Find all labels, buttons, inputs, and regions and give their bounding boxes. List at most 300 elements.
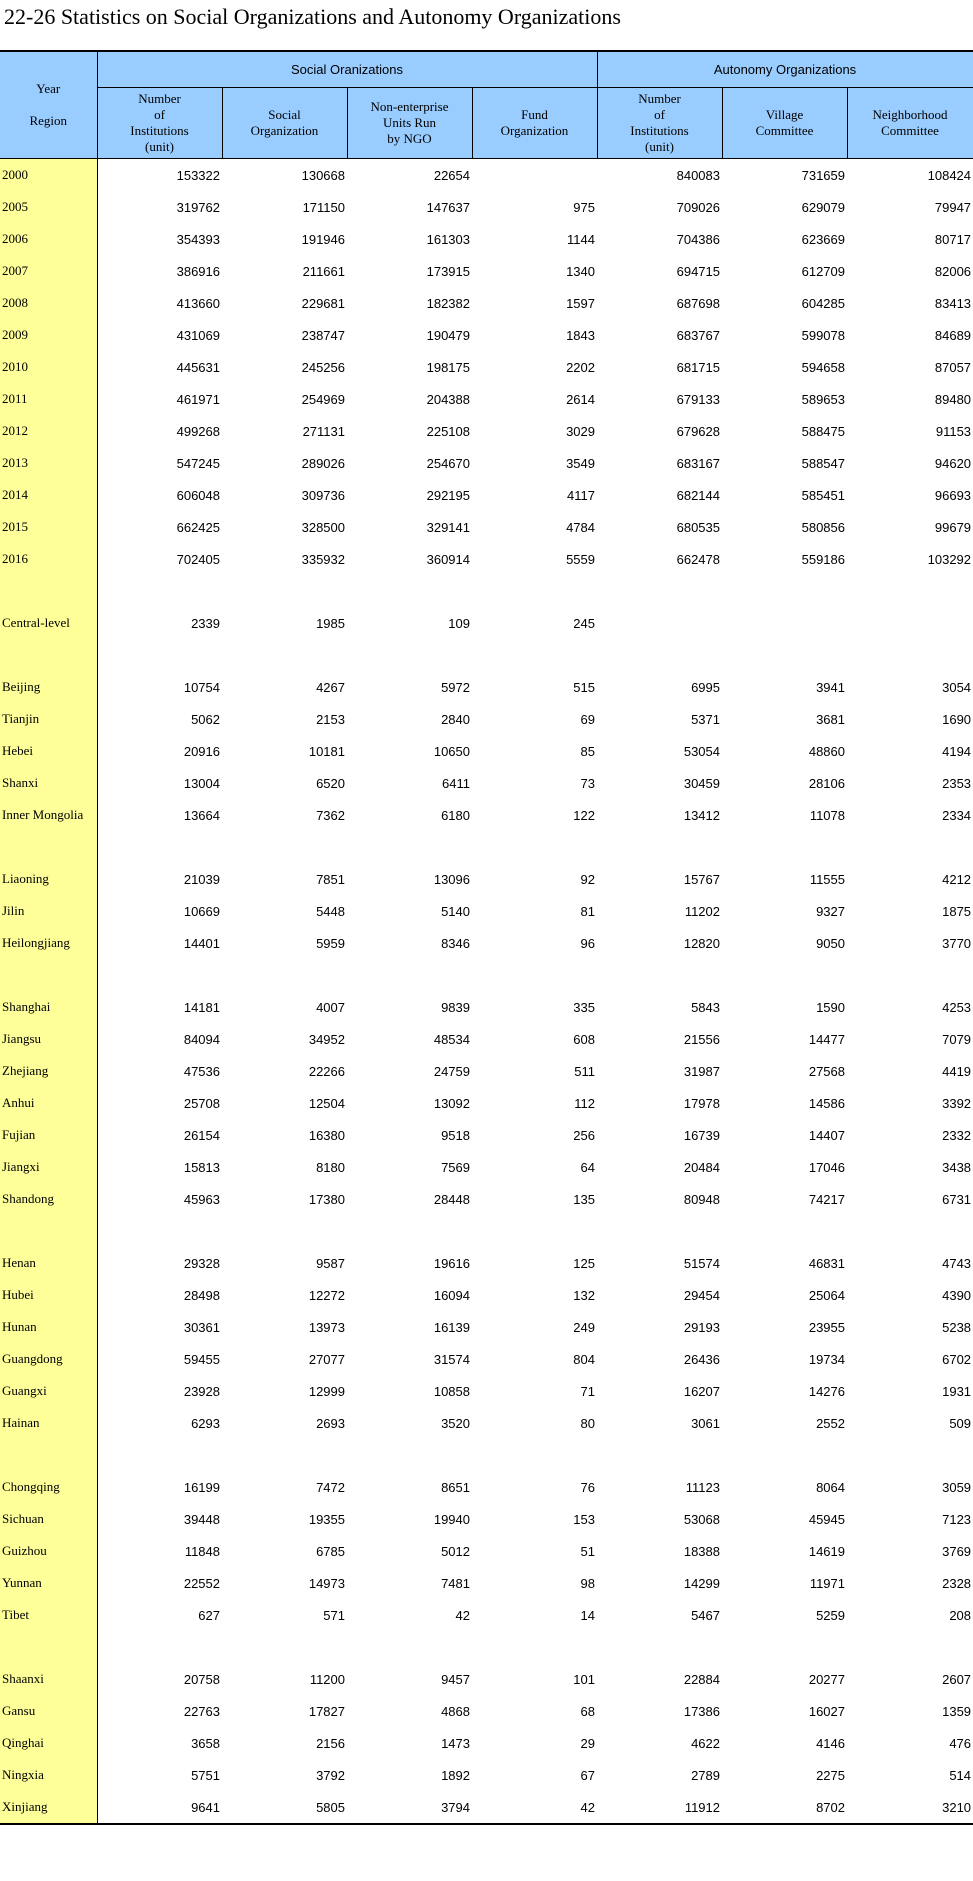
- table-cell: 15813: [183, 1159, 220, 1175]
- row-label: Shanghai: [0, 991, 97, 1023]
- spacer-row: [0, 575, 973, 607]
- table-row: [0, 191, 973, 223]
- table-cell: 4146: [816, 1735, 845, 1751]
- table-cell: 47536: [183, 1063, 220, 1079]
- table-cell: 5140: [441, 903, 470, 919]
- table-cell: 19940: [433, 1511, 470, 1527]
- table-cell: 23955: [808, 1319, 845, 1335]
- table-row: [0, 511, 973, 543]
- row-label: 2007: [0, 255, 97, 287]
- table-cell: 6995: [691, 679, 720, 695]
- table-cell: 1875: [942, 903, 972, 919]
- spacer-cell: [472, 1631, 597, 1663]
- table-cell: 7481: [441, 1575, 470, 1591]
- spacer-cell: [222, 1631, 347, 1663]
- table-header: [0, 51, 973, 159]
- spacer-cell: [722, 1631, 847, 1663]
- table-cell: 53054: [683, 743, 720, 759]
- table-row: [0, 767, 973, 799]
- table-cell: 69: [580, 711, 595, 727]
- table-cell: 1473: [441, 1735, 470, 1751]
- row-label: Jilin: [0, 895, 97, 927]
- table-cell: 20916: [183, 743, 220, 759]
- table-cell: 2607: [942, 1671, 972, 1687]
- table-cell: 731659: [722, 159, 847, 192]
- table-cell: 147637: [426, 199, 470, 215]
- table-row: [0, 159, 973, 192]
- table-row: [0, 1087, 973, 1119]
- table-row: [0, 927, 973, 959]
- spacer-label-cell: [0, 639, 97, 671]
- table-cell: 14401: [183, 935, 220, 951]
- column-header: Number of Institutions (unit): [597, 88, 722, 159]
- table-cell: 204388: [426, 391, 470, 407]
- spacer-cell: [347, 959, 472, 991]
- row-label: 2009: [0, 319, 97, 351]
- table-cell: 623669: [801, 231, 845, 247]
- table-cell: 4419: [942, 1063, 972, 1079]
- table-cell: 13412: [683, 807, 720, 823]
- table-cell: 1985: [316, 615, 345, 631]
- table-cell: 2334: [942, 807, 972, 823]
- row-label: 2015: [0, 511, 97, 543]
- table-row: [0, 255, 973, 287]
- table-cell: 21556: [683, 1031, 720, 1047]
- table-cell: 2552: [816, 1415, 845, 1431]
- table-cell: 2202: [566, 359, 595, 375]
- table-cell: 85: [580, 743, 595, 759]
- table-cell: 5259: [816, 1607, 845, 1623]
- row-label: Qinghai: [0, 1727, 97, 1759]
- spacer-cell: [347, 831, 472, 863]
- spacer-cell: [222, 1439, 347, 1471]
- table-cell: 3658: [191, 1735, 220, 1751]
- table-cell: 4390: [942, 1287, 972, 1303]
- table-cell: 14276: [808, 1383, 845, 1399]
- table-cell: 694715: [676, 263, 720, 279]
- table-cell: 74217: [808, 1191, 845, 1207]
- table-cell: 81: [580, 903, 595, 919]
- table-cell: 80948: [683, 1191, 720, 1207]
- table-row: [0, 1407, 973, 1439]
- table-cell: 5448: [316, 903, 345, 919]
- table-cell: 7079: [942, 1031, 972, 1047]
- table-cell: 22552: [183, 1575, 220, 1591]
- table-cell: 589653: [801, 391, 845, 407]
- table-cell: 135: [573, 1191, 595, 1207]
- row-label: Hunan: [0, 1311, 97, 1343]
- table-cell: 682144: [676, 487, 720, 503]
- column-header: Fund Organization: [472, 88, 597, 159]
- table-cell: 11078: [809, 807, 845, 823]
- table-row: [0, 1599, 973, 1631]
- spacer-cell: [597, 639, 722, 671]
- table-cell: 22763: [183, 1703, 220, 1719]
- row-label: Anhui: [0, 1087, 97, 1119]
- table-cell: 83413: [934, 295, 972, 311]
- table-cell: 12272: [308, 1287, 345, 1303]
- row-label: Hubei: [0, 1279, 97, 1311]
- spacer-row: [0, 959, 973, 991]
- spacer-cell: [847, 1215, 973, 1247]
- table-cell: 2275: [816, 1767, 845, 1783]
- table-cell: 8180: [316, 1159, 345, 1175]
- spacer-cell: [222, 959, 347, 991]
- spacer-cell: [847, 959, 973, 991]
- spacer-cell: [97, 1439, 222, 1471]
- table-row: [0, 1759, 973, 1791]
- table-cell: 76: [580, 1479, 595, 1495]
- table-cell: 190479: [426, 327, 470, 343]
- spacer-cell: [472, 575, 597, 607]
- table-cell: 17978: [683, 1095, 720, 1111]
- table-cell: 5062: [191, 711, 220, 727]
- spacer-cell: [97, 1215, 222, 1247]
- table-cell: 9457: [441, 1671, 470, 1687]
- table-cell: 22884: [683, 1671, 720, 1687]
- spacer-cell: [472, 639, 597, 671]
- table-cell: 89480: [934, 391, 972, 407]
- table-cell: 585451: [801, 487, 845, 503]
- spacer-cell: [472, 1439, 597, 1471]
- spacer-row: [0, 1439, 973, 1471]
- table-cell: 11912: [684, 1799, 720, 1815]
- spacer-cell: [222, 831, 347, 863]
- table-cell: 30361: [183, 1319, 220, 1335]
- table-row: [0, 351, 973, 383]
- spacer-row: [0, 1631, 973, 1663]
- table-cell: 23928: [183, 1383, 220, 1399]
- spacer-cell: [347, 1631, 472, 1663]
- row-label: Jiangsu: [0, 1023, 97, 1055]
- table-cell: 5012: [441, 1543, 470, 1559]
- table-cell: 153322: [97, 159, 222, 192]
- table-cell: 271131: [302, 423, 345, 439]
- table-cell: 122: [573, 807, 595, 823]
- table-cell: 606048: [176, 487, 220, 503]
- table-cell: 413660: [176, 295, 220, 311]
- table-cell: 20758: [183, 1671, 220, 1687]
- table-row: [0, 447, 973, 479]
- table-cell: 80717: [934, 231, 972, 247]
- table-row: [0, 1503, 973, 1535]
- spacer-cell: [347, 1439, 472, 1471]
- table-cell: 1843: [566, 327, 595, 343]
- table-cell: 709026: [676, 199, 720, 215]
- table-cell: 46831: [808, 1255, 845, 1271]
- table-row: [0, 671, 973, 703]
- table-cell: 289026: [301, 455, 345, 471]
- table-cell: 2840: [441, 711, 470, 727]
- table-cell: 20484: [683, 1159, 720, 1175]
- table-cell: 42: [580, 1799, 595, 1815]
- table-cell: 25708: [183, 1095, 220, 1111]
- table-cell: 30459: [683, 775, 720, 791]
- table-cell: 19355: [308, 1511, 345, 1527]
- spacer-cell: [347, 1215, 472, 1247]
- table-cell: 2153: [316, 711, 345, 727]
- table-cell: 27568: [808, 1063, 845, 1079]
- row-label: Sichuan: [0, 1503, 97, 1535]
- spacer-row: [0, 831, 973, 863]
- table-cell: 22654: [347, 159, 472, 192]
- spacer-label-cell: [0, 1215, 97, 1247]
- table-cell: 5843: [691, 999, 720, 1015]
- table-cell: 8702: [816, 1799, 845, 1815]
- table-row: [0, 703, 973, 735]
- table-cell: 5371: [691, 711, 720, 727]
- table-cell: 198175: [426, 359, 470, 375]
- table-cell: 132: [573, 1287, 595, 1303]
- spacer-cell: [597, 959, 722, 991]
- table-row: [0, 1119, 973, 1151]
- table-cell: 3941: [816, 679, 845, 695]
- table-cell: 702405: [176, 551, 220, 567]
- spacer-cell: [347, 639, 472, 671]
- table-cell: 48860: [808, 743, 845, 759]
- table-cell: 3029: [566, 423, 595, 439]
- table-cell: 22266: [308, 1063, 345, 1079]
- table-cell: 4212: [942, 871, 972, 887]
- table-cell: 108424: [847, 159, 973, 192]
- table-cell: 571: [323, 1607, 345, 1623]
- table-cell: 45963: [183, 1191, 220, 1207]
- table-cell: 14586: [808, 1095, 845, 1111]
- table-cell: 19734: [808, 1351, 845, 1367]
- table-cell: 238747: [301, 327, 345, 343]
- table-cell: 51574: [683, 1255, 720, 1271]
- table-cell: 5972: [441, 679, 470, 695]
- spacer-cell: [222, 639, 347, 671]
- table-cell: 514: [949, 1767, 972, 1783]
- spacer-cell: [97, 1631, 222, 1663]
- table-cell: 4194: [942, 743, 972, 759]
- table-row: [0, 735, 973, 767]
- table-cell: 34952: [308, 1031, 345, 1047]
- table-cell: 335932: [301, 551, 345, 567]
- table-cell: 7472: [316, 1479, 345, 1495]
- table-cell: [597, 607, 722, 639]
- table-cell: 2339: [191, 615, 220, 631]
- table-cell: 9327: [816, 903, 845, 919]
- table-cell: 79947: [934, 199, 972, 215]
- table-cell: 16380: [308, 1127, 345, 1143]
- table-cell: 84094: [183, 1031, 220, 1047]
- table-cell: 445631: [176, 359, 220, 375]
- table-cell: 96: [580, 935, 595, 951]
- row-label: Zhejiang: [0, 1055, 97, 1087]
- table-cell: 3059: [942, 1479, 972, 1495]
- spacer-cell: [847, 1439, 973, 1471]
- row-label: Inner Mongolia: [0, 799, 97, 831]
- row-label: Guizhou: [0, 1535, 97, 1567]
- table-cell: 26436: [683, 1351, 720, 1367]
- row-label: 2005: [0, 191, 97, 223]
- table-cell: 5959: [316, 935, 345, 951]
- table-cell: 547245: [176, 455, 220, 471]
- table-row: [0, 1279, 973, 1311]
- table-cell: 94620: [934, 455, 972, 471]
- table-cell: 704386: [676, 231, 720, 247]
- row-label: Heilongjiang: [0, 927, 97, 959]
- table-cell: 559186: [801, 551, 845, 567]
- spacer-cell: [847, 831, 973, 863]
- table-cell: 225108: [426, 423, 470, 439]
- table-row: [0, 1247, 973, 1279]
- row-label: Gansu: [0, 1695, 97, 1727]
- table-cell: 26154: [183, 1127, 220, 1143]
- table-cell: 5238: [942, 1319, 972, 1335]
- table-row: [0, 863, 973, 895]
- table-cell: 29193: [683, 1319, 720, 1335]
- table-cell: 18388: [683, 1543, 720, 1559]
- table-cell: 580856: [801, 519, 845, 535]
- table-cell: 5805: [316, 1799, 345, 1815]
- table-cell: 4784: [566, 519, 595, 535]
- table-cell: 182382: [426, 295, 470, 311]
- table-cell: 11200: [309, 1671, 345, 1687]
- row-label: 2012: [0, 415, 97, 447]
- table-cell: 3794: [441, 1799, 470, 1815]
- table-row: [0, 607, 973, 639]
- table-cell: 9587: [316, 1255, 345, 1271]
- table-cell: 461971: [176, 391, 220, 407]
- table-cell: 629079: [801, 199, 845, 215]
- spacer-cell: [222, 575, 347, 607]
- table-cell: 1931: [942, 1383, 972, 1399]
- table-cell: 680535: [676, 519, 720, 535]
- table-row: [0, 1663, 973, 1695]
- table-row: [0, 799, 973, 831]
- table-cell: 662478: [676, 551, 720, 567]
- table-cell: 6411: [442, 775, 470, 791]
- table-cell: 16739: [683, 1127, 720, 1143]
- table-cell: 7851: [316, 871, 345, 887]
- table-cell: 31574: [433, 1351, 470, 1367]
- table-cell: 9518: [441, 1127, 470, 1143]
- column-header: Neighborhood Committee: [847, 88, 973, 159]
- table-cell: 1340: [566, 263, 595, 279]
- spacer-cell: [597, 1215, 722, 1247]
- table-cell: 4743: [942, 1255, 972, 1271]
- table-cell: 515: [573, 679, 595, 695]
- table-cell: 14407: [808, 1127, 845, 1143]
- table-cell: 245: [573, 615, 595, 631]
- spacer-cell: [722, 1439, 847, 1471]
- table-row: [0, 1535, 973, 1567]
- row-label: 2000: [0, 159, 97, 192]
- table-cell: 8651: [441, 1479, 470, 1495]
- table-cell: 840083: [597, 159, 722, 192]
- spacer-cell: [722, 639, 847, 671]
- table-cell: 87057: [934, 359, 972, 375]
- table-cell: 17386: [683, 1703, 720, 1719]
- table-cell: 8064: [816, 1479, 845, 1495]
- table-cell: 4117: [567, 487, 595, 503]
- table-cell: 14: [580, 1607, 595, 1623]
- table-cell: 28498: [183, 1287, 220, 1303]
- row-label: Hainan: [0, 1407, 97, 1439]
- table-cell: 4253: [942, 999, 972, 1015]
- row-label: 2014: [0, 479, 97, 511]
- spacer-cell: [97, 639, 222, 671]
- table-cell: [472, 159, 597, 192]
- table-row: [0, 223, 973, 255]
- table-cell: 2614: [566, 391, 595, 407]
- spacer-cell: [722, 575, 847, 607]
- table-cell: 130668: [222, 159, 347, 192]
- table-cell: 27077: [308, 1351, 345, 1367]
- table-cell: 11971: [809, 1575, 845, 1591]
- row-label: 2010: [0, 351, 97, 383]
- spacer-cell: [97, 959, 222, 991]
- column-header: Village Committee: [722, 88, 847, 159]
- table-cell: 13004: [183, 775, 220, 791]
- table-cell: 39448: [183, 1511, 220, 1527]
- table-cell: 662425: [176, 519, 220, 535]
- table-cell: 1359: [942, 1703, 972, 1719]
- table-cell: 7362: [316, 807, 345, 823]
- column-header: Social Organization: [222, 88, 347, 159]
- row-label: Liaoning: [0, 863, 97, 895]
- table-row: [0, 415, 973, 447]
- row-label: Tianjin: [0, 703, 97, 735]
- table-row: [0, 287, 973, 319]
- table-row: [0, 1023, 973, 1055]
- table-row: [0, 1695, 973, 1727]
- row-label: 2016: [0, 543, 97, 575]
- table-cell: 386916: [176, 263, 220, 279]
- table-cell: 16199: [183, 1479, 220, 1495]
- table-cell: [722, 607, 847, 639]
- row-label: Guangdong: [0, 1343, 97, 1375]
- spacer-cell: [597, 1439, 722, 1471]
- table-cell: 13096: [433, 871, 470, 887]
- row-label: 2008: [0, 287, 97, 319]
- row-label: Ningxia: [0, 1759, 97, 1791]
- table-cell: 29328: [183, 1255, 220, 1271]
- table-cell: 13092: [433, 1095, 470, 1111]
- table-cell: 51: [580, 1543, 595, 1559]
- table-cell: 92: [580, 871, 595, 887]
- column-header: Number of Institutions (unit): [97, 88, 222, 159]
- table-cell: 45945: [808, 1511, 845, 1527]
- table-cell: 13973: [308, 1319, 345, 1335]
- table-cell: 13664: [183, 807, 220, 823]
- table-cell: 1597: [566, 295, 595, 311]
- table-cell: 6702: [942, 1351, 972, 1367]
- table-cell: 7569: [441, 1159, 470, 1175]
- spacer-cell: [722, 1215, 847, 1247]
- table-cell: 9839: [441, 999, 470, 1015]
- table-cell: 3210: [942, 1799, 972, 1815]
- spacer-cell: [847, 575, 973, 607]
- row-label: Fujian: [0, 1119, 97, 1151]
- table-cell: 9641: [191, 1799, 220, 1815]
- table-cell: 249: [573, 1319, 595, 1335]
- spacer-cell: [597, 831, 722, 863]
- table-cell: 42: [455, 1607, 470, 1623]
- table-cell: 5467: [691, 1607, 720, 1623]
- table-cell: 3061: [691, 1415, 720, 1431]
- column-header: Non-enterprise Units Run by NGO: [347, 88, 472, 159]
- table-cell: 804: [573, 1351, 595, 1367]
- table-cell: 245256: [301, 359, 345, 375]
- table-cell: 17380: [308, 1191, 345, 1207]
- table-cell: 2789: [691, 1767, 720, 1783]
- table-cell: 96693: [934, 487, 972, 503]
- table-cell: 12820: [683, 935, 720, 951]
